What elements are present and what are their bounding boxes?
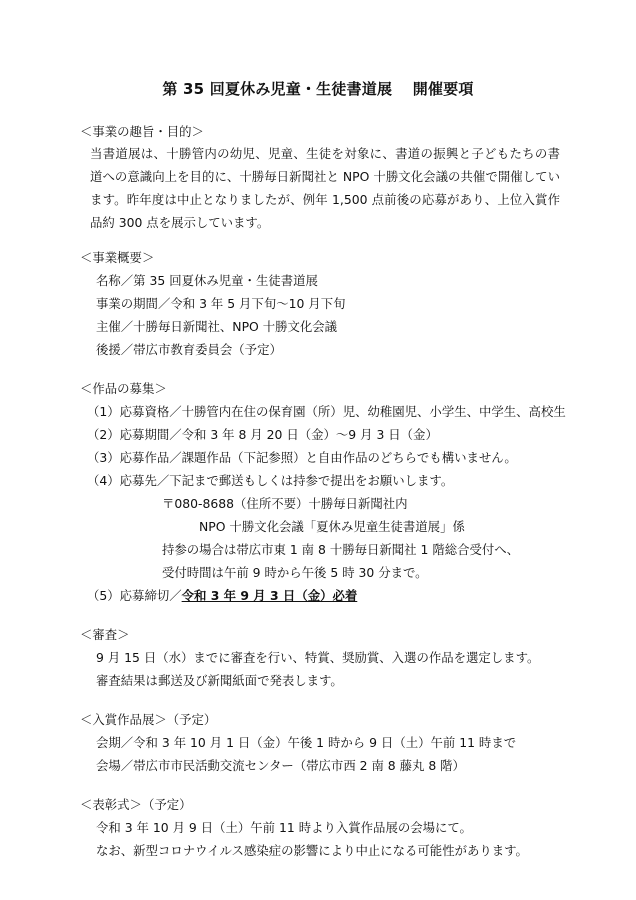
judging-item-selection: 9 月 15 日（水）までに審査を行い、特賞、奨励賞、入選の作品を選定します。 — [96, 650, 540, 665]
exhibition-item-period: 会期／令和 3 年 10 月 1 日（金）午後 1 時から 9 日（土）午前 11 時まで — [96, 735, 517, 750]
recruit-item-deadline — [87, 588, 357, 604]
overview-item-support: 後援／帯広市教育委員会（予定） — [96, 342, 282, 357]
recruit-address-office: NPO 十勝文化会議「夏休み児童生徒書道展」係 — [199, 519, 465, 534]
overview-item-name: 名称／第 35 回夏休み児童・生徒書道展 — [96, 273, 318, 288]
recruit-item-period: （2）応募期間／令和 3 年 8 月 20 日（金）～9 月 3 日（金） — [87, 427, 438, 442]
overview-item-organizer: 主催／十勝毎日新聞社、NPO 十勝文化会議 — [96, 319, 338, 334]
recruit-deadline-date: 令和 3 年 9 月 3 日（金）必着 — [181, 588, 358, 603]
purpose-body: 当書道展は、十勝管内の幼児、児童、生徒を対象に、書道の振興と子どもたちの書道への意識向上を目的に、十勝毎日新聞社と NPO 十勝文化会議の共催で開催しています。昨年度は中止となりましたが、例年 1,500 点前後の応募があり、上位入賞作品約 300 点を展示しています。 — [90, 146, 560, 230]
recruit-item-destination: （4）応募先／下記まで郵送もしくは持参で提出をお願いします。 — [87, 473, 454, 488]
overview-item-period: 事業の期間／令和 3 年 5 月下旬～10 月下旬 — [96, 296, 346, 311]
exhibition-item-venue: 会場／帯広市市民活動交流センター（帯広市西 2 南 8 藤丸 8 階） — [96, 758, 465, 773]
ceremony-item-notice: なお、新型コロナウイルス感染症の影響により中止になる可能性があります。 — [96, 843, 528, 858]
recruit-address-hours: 受付時間は午前 9 時から午後 5 時 30 分まで。 — [162, 565, 428, 580]
overview-heading: ＜事業概要＞ — [80, 250, 155, 265]
ceremony-item-date: 令和 3 年 10 月 9 日（土）午前 11 時より入賞作品展の会場にて。 — [96, 820, 472, 835]
purpose-heading: ＜事業の趣旨・目的＞ — [80, 124, 204, 139]
recruit-heading: ＜作品の募集＞ — [80, 381, 167, 396]
exhibition-heading: ＜入賞作品展＞（予定） — [80, 712, 217, 727]
document-title: 第 35 回夏休み児童・生徒書道展 開催要項 — [162, 80, 474, 98]
judging-heading: ＜審査＞ — [80, 627, 130, 642]
ceremony-heading: ＜表彰式＞（予定） — [80, 797, 192, 812]
recruit-item-works: （3）応募作品／課題作品（下記参照）と自由作品のどちらでも構いません。 — [87, 450, 517, 465]
recruit-deadline-label: （5）応募締切／ — [87, 588, 182, 603]
recruit-item-eligibility: （1）応募資格／十勝管内在住の保育園（所）児、幼稚園児、小学生、中学生、高校生 — [87, 404, 566, 419]
recruit-address-delivery: 持参の場合は帯広市東 1 南 8 十勝毎日新聞社 1 階総合受付へ、 — [162, 542, 520, 557]
judging-item-results: 審査結果は郵送及び新聞紙面で発表します。 — [96, 673, 343, 688]
recruit-address-postal: 〒080-8688（住所不要）十勝毎日新聞社内 — [162, 496, 408, 511]
